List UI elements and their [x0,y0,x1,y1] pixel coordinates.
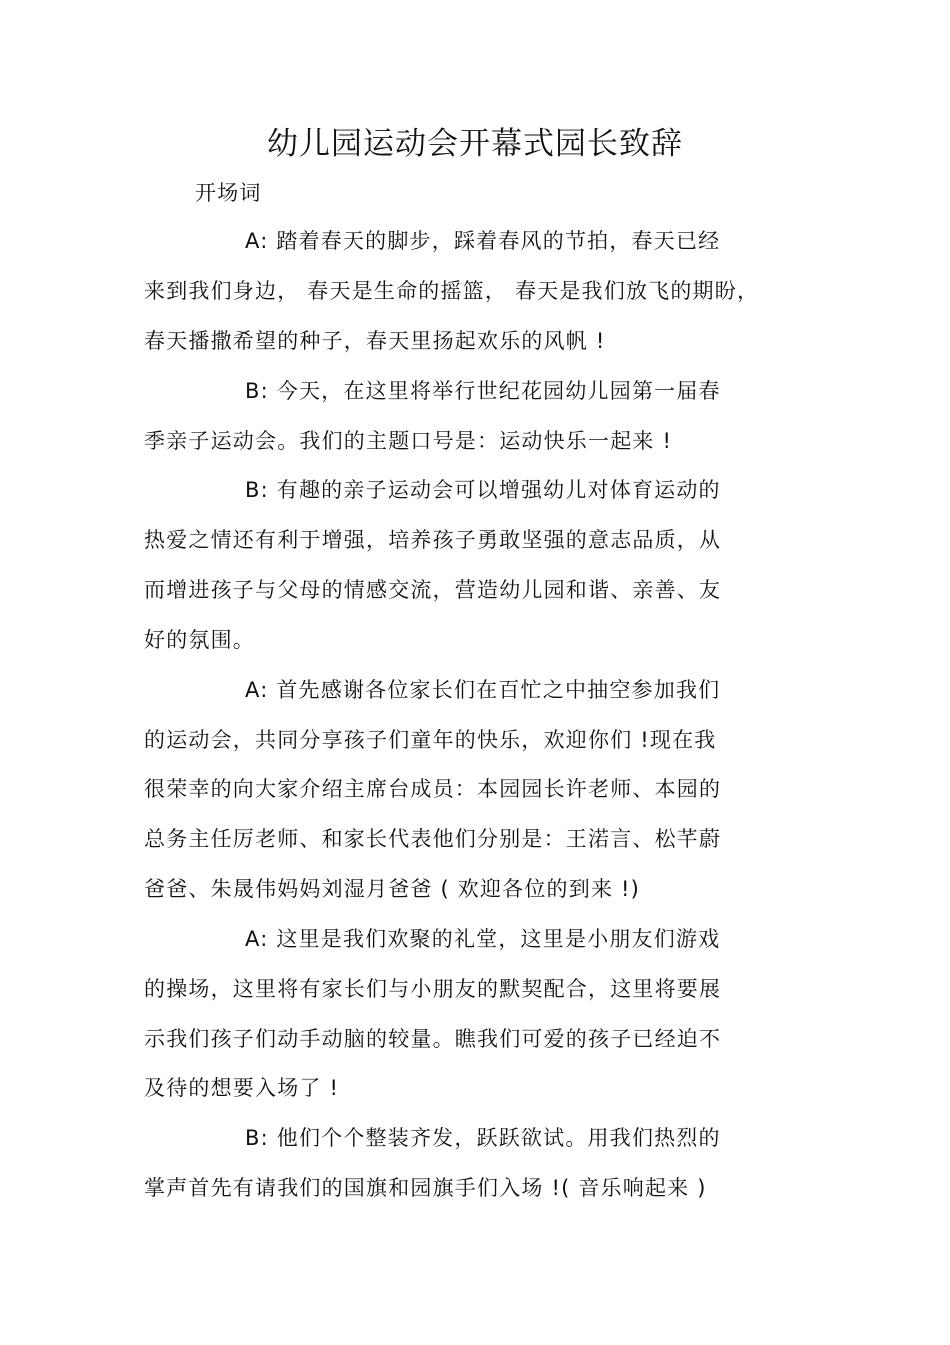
paragraph-line: B: 有趣的亲子运动会可以增强幼儿对体育运动的 [245,478,721,502]
paragraph-line: 掌声首先有请我们的国旗和园旗手们入场 !( 音乐响起来 ) [144,1176,707,1200]
paragraph-line: 爸爸、朱晟伟妈妈刘湿月爸爸 ( 欢迎各位的到来 !) [144,877,641,901]
paragraph-line: 的操场，这里将有家长们与小朋友的默契配合，这里将要展 [144,977,722,1001]
paragraph-line: 而增进孩子与父母的情感交流，营造幼儿园和谐、亲善、友 [144,578,722,602]
paragraph-line: 热爱之情还有利于增强，培养孩子勇敢坚强的意志品质，从 [144,528,722,552]
paragraph-line: 很荣幸的向大家介绍主席台成员：本园园长许老师、本园的 [144,777,722,801]
paragraph-line: 总务主任厉老师、和家长代表他们分别是：王渃言、松芊蔚 [144,827,722,851]
paragraph-line: 季亲子运动会。我们的主题口号是：运动快乐一起来 ! [144,429,673,453]
paragraph-line: 好的氛围。 [144,628,255,652]
paragraph-line: 来到我们身边， 春天是生命的摇篮， 春天是我们放飞的期盼， [144,279,760,303]
section-subtitle: 开场词 [195,181,262,205]
paragraph-line: A: 踏着春天的脚步，踩着春风的节拍，春天已经 [245,229,721,253]
paragraph-line: 及待的想要入场了 ! [144,1076,340,1100]
paragraph-line: 示我们孩子们动手动脑的较量。瞧我们可爱的孩子已经迫不 [144,1027,722,1051]
document-title: 幼儿园运动会开幕式园长致辞 [267,126,683,162]
paragraph-line: 的运动会，共同分享孩子们童年的快乐，欢迎你们 !现在我 [144,728,717,752]
paragraph-line: A: 这里是我们欢聚的礼堂，这里是小朋友们游戏 [245,927,721,951]
paragraph-line: B: 他们个个整装齐发，跃跃欲试。用我们热烈的 [245,1126,721,1150]
paragraph-line: B: 今天，在这里将举行世纪花园幼儿园第一届春 [245,379,721,403]
paragraph-line: 春天播撒希望的种子，春天里扬起欢乐的风帆 ! [144,329,606,353]
paragraph-line: A: 首先感谢各位家长们在百忙之中抽空参加我们 [245,678,721,702]
